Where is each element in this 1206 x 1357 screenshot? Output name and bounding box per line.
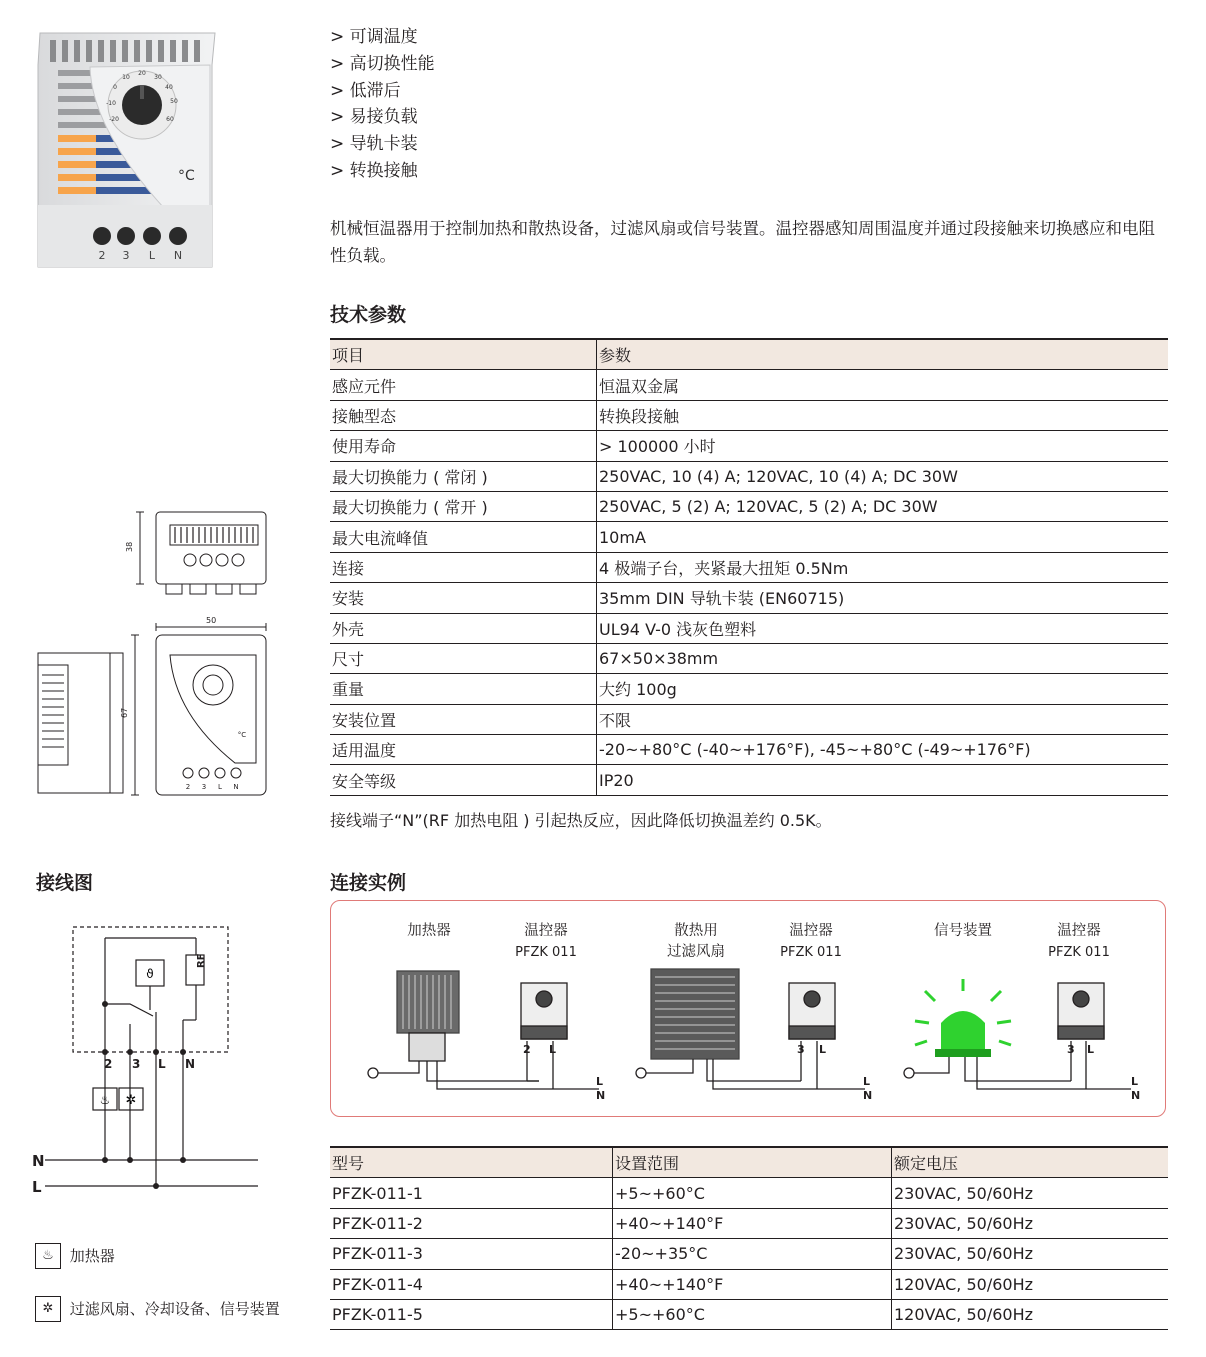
- legend-label: 加热器: [69, 1246, 115, 1265]
- table-row: [330, 643, 1168, 673]
- table-row: [330, 552, 1168, 582]
- model-voltage: 230VAC, 50/60Hz: [892, 1239, 1169, 1269]
- table-row: [330, 400, 1168, 430]
- wiring-terminal-3: 3: [132, 1057, 141, 1071]
- wiring-terminal-n: N: [185, 1057, 196, 1071]
- table-row: [330, 613, 1168, 643]
- spec-header-item: 项目: [330, 339, 597, 370]
- table-row: [330, 674, 1168, 704]
- example-line-l: L: [863, 1075, 871, 1088]
- example-model-label: PFZK 011: [780, 945, 842, 960]
- spec-key: 最大电流峰值: [330, 522, 597, 552]
- wiring-diagram: [28, 920, 268, 1195]
- spec-key: 使用寿命: [330, 431, 597, 461]
- example-thermostat-label: 温控器: [789, 923, 833, 939]
- example-terminal: L: [549, 1043, 557, 1056]
- wiring-title: 接线图: [36, 872, 94, 894]
- fan-icon: ✲: [125, 1093, 137, 1108]
- model-header: 额定电压: [892, 1147, 1169, 1178]
- rail-l-label: L: [32, 1178, 42, 1195]
- table-row: [330, 1239, 1168, 1269]
- dim-terminal-2: 2: [185, 783, 191, 791]
- spec-key: 适用温度: [330, 735, 597, 765]
- feature-item: > 易接负载: [330, 107, 418, 128]
- table-row: [330, 1299, 1168, 1329]
- spec-value: -20~+80°C (-40~+176°F), -45~+80°C (-49~+176°F): [597, 735, 1169, 765]
- dial-number: 40: [165, 84, 173, 91]
- spec-key: 安装: [330, 583, 597, 613]
- examples-drawing: [331, 901, 1165, 1116]
- dim-unit-label: °C: [237, 731, 247, 739]
- table-row: [330, 765, 1168, 795]
- example-terminal: L: [1087, 1043, 1095, 1056]
- spec-table: [330, 338, 1168, 796]
- wiring-terminal-l: L: [158, 1057, 166, 1071]
- spec-value: 转换段接触: [597, 400, 1169, 430]
- spec-key: 重量: [330, 674, 597, 704]
- dim-terminal-l: L: [218, 783, 222, 791]
- dial-number: 50: [170, 98, 178, 105]
- spec-value: > 100000 小时: [597, 431, 1169, 461]
- spec-key: 感应元件: [330, 370, 597, 400]
- feature-list: [330, 24, 435, 185]
- spec-value: 4 极端子台，夹紧最大扭矩 0.5Nm: [597, 552, 1169, 582]
- photo-terminal-3: 3: [122, 249, 130, 262]
- spec-value: 恒温双金属: [597, 370, 1169, 400]
- model-voltage: 230VAC, 50/60Hz: [892, 1178, 1169, 1208]
- example-device-label: 散热用 过滤风扇: [667, 923, 725, 960]
- dial-number: 30: [154, 74, 162, 81]
- photo-terminal-n: N: [173, 249, 183, 262]
- spec-value: 67×50×38mm: [597, 643, 1169, 673]
- example-line-n: N: [863, 1089, 873, 1102]
- dim-terminal-3: 3: [201, 783, 207, 791]
- spec-title: 技术参数: [330, 304, 407, 326]
- dial-number: 60: [166, 116, 174, 123]
- feature-item: > 低滞后: [330, 80, 401, 101]
- example-terminal: 2: [523, 1043, 531, 1056]
- examples-title: 连接实例: [330, 872, 407, 894]
- dim-terminal-n: N: [233, 783, 239, 791]
- dial-number: -10: [106, 100, 116, 107]
- model-header: 型号: [330, 1147, 613, 1178]
- table-row: [330, 522, 1168, 552]
- model-code: PFZK-011-5: [330, 1299, 613, 1329]
- feature-item: > 导轨卡装: [330, 134, 418, 155]
- spec-key: 最大切换能力 ( 常开 ): [330, 491, 597, 521]
- table-row: [330, 1178, 1168, 1208]
- spec-key: 安装位置: [330, 704, 597, 734]
- spec-value: IP20: [597, 765, 1169, 795]
- spec-key: 最大切换能力 ( 常闭 ): [330, 461, 597, 491]
- example-thermostat-label: 温控器: [1057, 923, 1101, 939]
- model-range: +5~+60°C: [613, 1178, 892, 1208]
- model-voltage: 120VAC, 50/60Hz: [892, 1299, 1169, 1329]
- model-voltage: 230VAC, 50/60Hz: [892, 1208, 1169, 1238]
- dim-depth: 38: [125, 541, 134, 552]
- table-row: [330, 431, 1168, 461]
- example-line-l: L: [596, 1075, 604, 1088]
- spec-value: UL94 V-0 浅灰色塑料: [597, 613, 1169, 643]
- example-terminal: 3: [1067, 1043, 1075, 1056]
- thermo-switch-icon: ϑ: [146, 967, 154, 981]
- example-terminal: L: [819, 1043, 827, 1056]
- feature-item: > 可调温度: [330, 27, 418, 47]
- photo-terminal-l: L: [148, 249, 156, 262]
- legend-item-heater: [35, 1243, 115, 1269]
- table-row: [330, 735, 1168, 765]
- photo-terminal-2: 2: [98, 249, 106, 262]
- fan-icon: ✲: [35, 1296, 61, 1322]
- spec-header-param: 参数: [597, 339, 1169, 370]
- spec-key: 安全等级: [330, 765, 597, 795]
- dial-number: 20: [138, 70, 146, 77]
- table-row: [330, 1269, 1168, 1299]
- dial-number: 10: [122, 74, 130, 81]
- table-row: [330, 1208, 1168, 1238]
- table-row: [330, 370, 1168, 400]
- wiring-terminal-2: 2: [104, 1057, 113, 1071]
- model-range: -20~+35°C: [613, 1239, 892, 1269]
- example-model-label: PFZK 011: [515, 945, 577, 960]
- spec-value: 10mA: [597, 522, 1169, 552]
- example-device-label: 信号装置: [934, 923, 992, 939]
- spec-value: 250VAC, 10 (4) A; 120VAC, 10 (4) A; DC 30W: [597, 461, 1169, 491]
- model-code: PFZK-011-3: [330, 1239, 613, 1269]
- table-row: [330, 583, 1168, 613]
- table-row: [330, 461, 1168, 491]
- spec-header-row: [330, 339, 1168, 370]
- spec-key: 外壳: [330, 613, 597, 643]
- unit-label: °C: [178, 168, 195, 184]
- dial-number: -20: [109, 116, 119, 123]
- example-line-n: N: [1131, 1089, 1141, 1102]
- dim-height: 67: [120, 707, 129, 718]
- spec-value: 不限: [597, 704, 1169, 734]
- model-range: +5~+60°C: [613, 1299, 892, 1329]
- model-code: PFZK-011-2: [330, 1208, 613, 1238]
- dim-width: 50: [206, 616, 217, 625]
- heater-icon: ♨: [99, 1093, 111, 1107]
- spec-value: 35mm DIN 导轨卡装 (EN60715): [597, 583, 1169, 613]
- example-terminal: 3: [797, 1043, 805, 1056]
- spec-key: 连接: [330, 552, 597, 582]
- example-thermostat-label: 温控器: [524, 923, 568, 939]
- model-code: PFZK-011-4: [330, 1269, 613, 1299]
- feature-item: > 转换接触: [330, 160, 418, 181]
- spec-key: 尺寸: [330, 643, 597, 673]
- table-row: [330, 491, 1168, 521]
- legend-item-fan: [35, 1296, 280, 1322]
- example-line-l: L: [1131, 1075, 1139, 1088]
- dial-number: 0: [113, 84, 117, 91]
- rail-n-label: N: [32, 1152, 45, 1170]
- example-device-label: 加热器: [407, 923, 451, 939]
- spec-key: 接触型态: [330, 400, 597, 430]
- product-photo: [30, 25, 225, 270]
- model-header-row: [330, 1147, 1168, 1178]
- model-code: PFZK-011-1: [330, 1178, 613, 1208]
- rf-label: RF: [196, 953, 207, 968]
- dimension-drawing: [30, 505, 275, 800]
- footnote: 接线端子“N”(RF 加热电阻 ) 引起热反应，因此降低切换温差约 0.5K。: [330, 811, 832, 830]
- heater-icon: ♨: [35, 1243, 61, 1269]
- example-line-n: N: [596, 1089, 606, 1102]
- table-row: [330, 704, 1168, 734]
- model-range: +40~+140°F: [613, 1208, 892, 1238]
- signal-light: [935, 1011, 991, 1057]
- feature-item: > 高切换性能: [330, 53, 435, 74]
- model-range: +40~+140°F: [613, 1269, 892, 1299]
- model-table: [330, 1146, 1168, 1330]
- legend-label: 过滤风扇、冷却设备、信号装置: [69, 1299, 280, 1318]
- product-description: 机械恒温器用于控制加热和散热设备，过滤风扇或信号装置。温控器感知周围温度并通过段接触来切换感应和电阻性负载。: [330, 219, 1155, 265]
- example-model-label: PFZK 011: [1048, 945, 1110, 960]
- connection-examples: [330, 900, 1166, 1117]
- model-header: 设置范围: [613, 1147, 892, 1178]
- spec-value: 大约 100g: [597, 674, 1169, 704]
- model-voltage: 120VAC, 50/60Hz: [892, 1269, 1169, 1299]
- spec-value: 250VAC, 5 (2) A; 120VAC, 5 (2) A; DC 30W: [597, 491, 1169, 521]
